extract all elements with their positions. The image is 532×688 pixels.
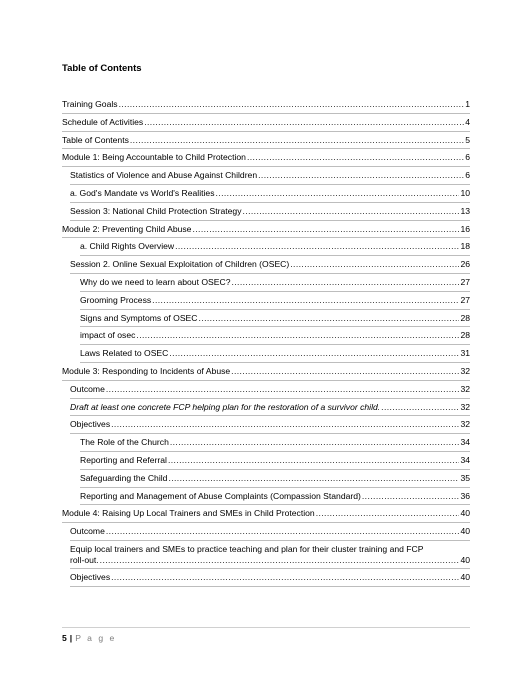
toc-leader-dots	[362, 491, 460, 502]
toc-leader-dots	[199, 313, 460, 324]
toc-leader-dots	[130, 135, 464, 146]
toc-entry[interactable]	[62, 470, 470, 488]
toc-leader-dots	[231, 277, 459, 288]
toc-leader-dots	[119, 99, 465, 110]
toc-entry-page-number: 28	[460, 330, 470, 341]
toc-entry[interactable]	[62, 114, 470, 132]
toc-leader-dots	[231, 366, 459, 377]
toc-entry[interactable]	[62, 399, 470, 417]
toc-leader-dots	[170, 437, 460, 448]
toc-entry-title: Safeguarding the Child	[80, 472, 168, 483]
toc-entry-title: Grooming Process	[80, 294, 152, 305]
toc-entry-page-number: 1	[465, 99, 470, 109]
toc-entry-title: Module 2: Preventing Child Abuse	[62, 223, 192, 234]
toc-leader-dots	[316, 508, 460, 519]
toc-entry[interactable]	[62, 541, 470, 569]
toc-entry-title: Why do we need to learn about OSEC?	[80, 276, 231, 287]
toc-entry-page-number: 34	[460, 454, 470, 465]
toc-entry-title: Laws Related to OSEC	[80, 348, 169, 359]
toc-entry[interactable]	[62, 203, 470, 221]
toc-entry-page-number: 4	[465, 116, 470, 127]
toc-entry[interactable]	[62, 327, 470, 345]
toc-entry[interactable]	[62, 149, 470, 167]
footer-page-number: 5	[62, 633, 67, 643]
toc-entry-title: Objectives	[70, 419, 111, 430]
toc-leader-dots	[258, 170, 464, 181]
toc-entry-page-number: 13	[460, 205, 470, 216]
toc-entry-page-number: 40	[460, 554, 470, 565]
toc-entry-title: Table of Contents	[62, 134, 129, 145]
toc-entry-title: impact of osec	[80, 330, 136, 341]
toc-entry-page-number: 36	[460, 490, 470, 501]
toc-entry-title: a. God's Mandate vs World's Realities	[70, 187, 215, 198]
toc-entry-title: Training Goals	[62, 99, 118, 109]
toc-entry-page-number: 35	[460, 472, 470, 483]
toc-leader-dots	[168, 455, 459, 466]
toc-leader-dots	[152, 295, 459, 306]
toc-entry-title: Equip local trainers and SMEs to practice teaching and plan for their cluster training and FCP	[70, 543, 424, 554]
toc-entry-title: Reporting and Referral	[80, 454, 167, 465]
toc-entry-title: Session 2. Online Sexual Exploitation of Children (OSEC)	[70, 259, 290, 270]
toc-entry[interactable]	[62, 274, 470, 292]
toc-entry-title: Module 3: Responding to Incidents of Abuse	[62, 365, 231, 376]
toc-entry-title: Outcome	[70, 383, 105, 394]
toc-leader-dots	[175, 241, 459, 252]
page-footer	[62, 627, 470, 643]
toc-entry[interactable]	[62, 381, 470, 399]
toc-entry-page-number: 31	[460, 348, 470, 359]
toc-entry-page-number: 16	[460, 223, 470, 234]
toc-leader-dots	[106, 526, 460, 537]
toc-entry[interactable]	[62, 167, 470, 185]
toc-entry-title: roll-out.	[70, 554, 99, 565]
toc-entry-page-number: 10	[460, 187, 470, 198]
toc-leader-dots	[168, 473, 459, 484]
toc-entry-page-number: 34	[460, 437, 470, 448]
toc-leader-dots	[247, 152, 464, 163]
toc-leader-dots	[136, 330, 459, 341]
toc-entry-title: Statistics of Violence and Abuse Against Children	[70, 170, 258, 181]
footer-separator: |	[69, 633, 73, 643]
toc-entry-page-number: 18	[460, 241, 470, 252]
toc-leader-dots	[381, 402, 459, 413]
toc-entry[interactable]	[62, 416, 470, 434]
toc-leader-dots	[192, 224, 459, 235]
toc-entry[interactable]	[62, 310, 470, 328]
footer-page-word: P a g e	[75, 633, 117, 643]
toc-entry-title: Module 4: Raising Up Local Trainers and SMEs in Child Protection	[62, 508, 315, 519]
toc-entry[interactable]	[62, 132, 470, 150]
toc-entry[interactable]	[62, 488, 470, 506]
table-of-contents	[62, 96, 470, 587]
toc-entry[interactable]	[62, 523, 470, 541]
toc-entry[interactable]	[62, 345, 470, 363]
toc-entry[interactable]	[62, 185, 470, 203]
toc-leader-dots	[290, 259, 459, 270]
toc-entry-page-number: 6	[465, 170, 470, 181]
toc-entry-title: Signs and Symptoms of OSEC	[80, 312, 198, 323]
toc-entry-page-number: 32	[460, 383, 470, 394]
toc-leader-dots	[111, 419, 459, 430]
toc-leader-dots	[243, 206, 460, 217]
toc-entry-page-number: 32	[460, 419, 470, 430]
toc-leader-dots	[169, 348, 459, 359]
toc-entry-page-number: 5	[465, 134, 470, 145]
toc-entry-page-number: 28	[460, 312, 470, 323]
toc-entry-page-number: 32	[460, 365, 470, 376]
toc-entry-title: Draft at least one concrete FCP helping plan for the restoration of a survivor child.	[70, 401, 381, 412]
toc-entry-title: a. Child Rights Overview	[80, 241, 175, 252]
toc-leader-dots	[216, 188, 460, 199]
toc-heading: Table of Contents	[62, 63, 142, 74]
toc-entry[interactable]	[62, 292, 470, 310]
toc-entry[interactable]	[62, 96, 470, 114]
toc-entry[interactable]	[62, 434, 470, 452]
toc-entry-page-number: 26	[460, 259, 470, 270]
toc-entry-title: Module 1: Being Accountable to Child Protection	[62, 152, 246, 163]
toc-entry-page-number: 27	[460, 276, 470, 287]
toc-entry-page-number: 6	[465, 152, 470, 163]
toc-entry-underline	[70, 586, 470, 587]
toc-entry[interactable]	[62, 256, 470, 274]
toc-leader-dots	[100, 555, 460, 566]
toc-entry-title: Outcome	[70, 526, 105, 537]
toc-entry-page-number: 27	[460, 294, 470, 305]
toc-entry-title: Objectives	[70, 571, 111, 582]
toc-entry[interactable]	[62, 238, 470, 256]
toc-entry-title: The Role of the Church	[80, 437, 169, 448]
toc-leader-dots	[111, 572, 459, 583]
toc-entry[interactable]	[62, 505, 470, 523]
toc-entry-title: Reporting and Management of Abuse Complaints (Compassion Standard)	[80, 490, 361, 501]
toc-entry-page-number: 40	[460, 571, 470, 582]
toc-entry-title: Schedule of Activities	[62, 116, 144, 127]
toc-leader-dots	[106, 384, 460, 395]
toc-entry[interactable]	[62, 363, 470, 381]
toc-leader-dots	[144, 117, 464, 128]
toc-entry-page-number: 40	[460, 508, 470, 519]
toc-entry-page-number: 32	[460, 401, 470, 412]
toc-entry-title: Session 3: National Child Protection Strategy	[70, 205, 242, 216]
toc-entry[interactable]	[62, 452, 470, 470]
toc-entry-page-number: 40	[460, 526, 470, 537]
toc-entry[interactable]	[62, 569, 470, 587]
toc-entry[interactable]	[62, 221, 470, 239]
